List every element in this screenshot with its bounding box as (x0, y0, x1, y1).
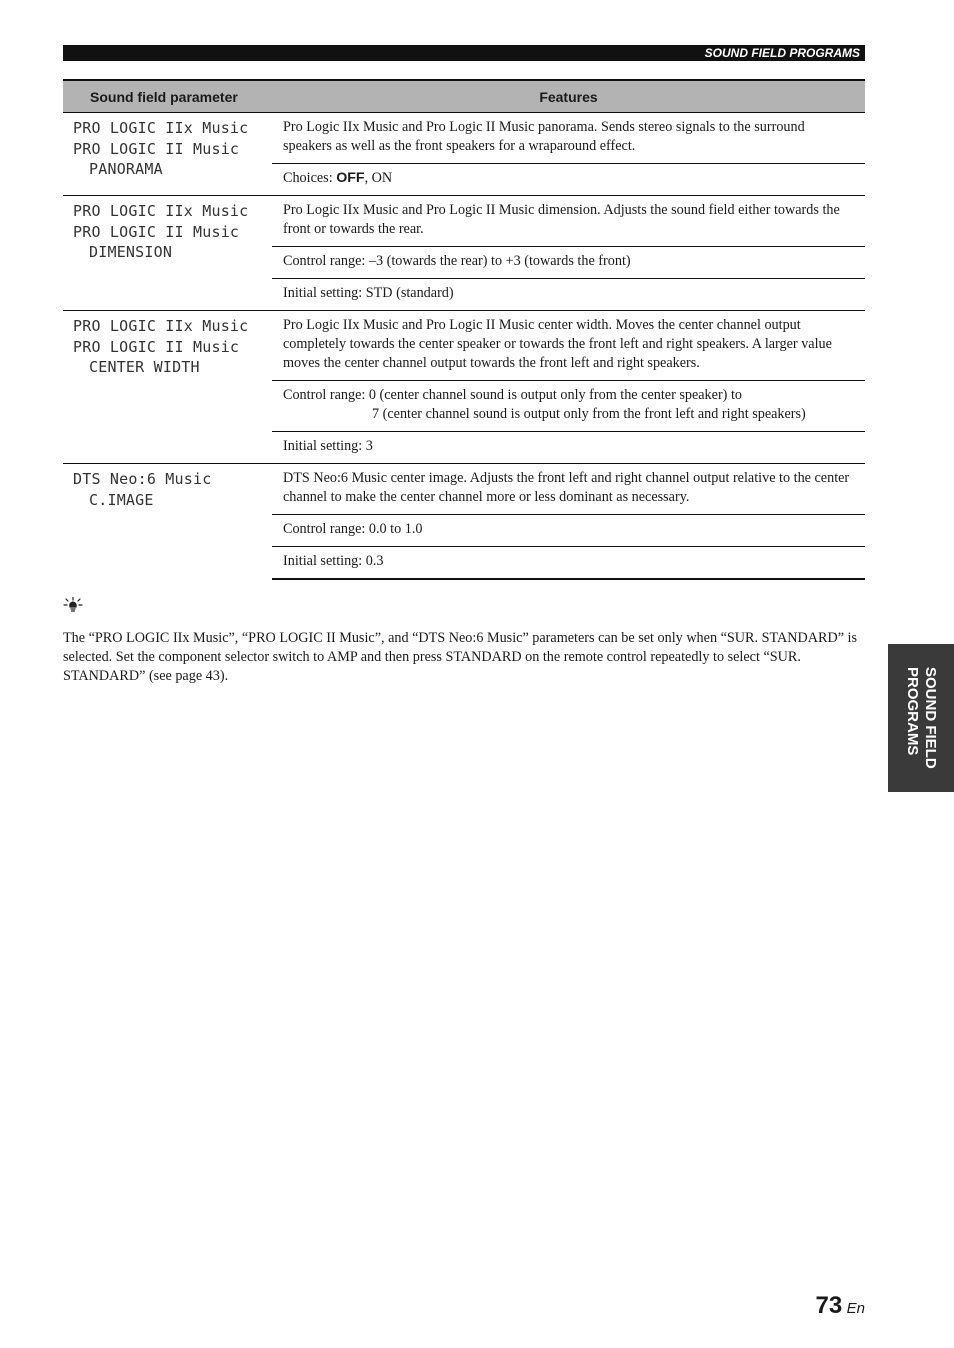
note-text: The “PRO LOGIC IIx Music”, “PRO LOGIC II Music”, and “DTS Neo:6 Music” parameters can be set only when “SUR. STANDARD” is selected. Set the component selector switch to AMP and then press STANDARD on the remote control repeatedly to select “SUR. STANDARD” (see page 43). (63, 630, 858, 685)
feature-control-range: Control range: –3 (towards the rear) to +3 (towards the front) (272, 247, 865, 279)
feature-description: Pro Logic IIx Music and Pro Logic II Music center width. Moves the center channel output completely towards the center speaker or towards the front left and right speakers. A larger value moves the center channel output towards the front left and right speakers. (272, 311, 865, 381)
parameter-name-panorama (63, 113, 272, 196)
parameter-line: DIMENSION (89, 243, 173, 261)
parameter-line: PRO LOGIC IIx Music (73, 317, 249, 335)
feature-description: Pro Logic IIx Music and Pro Logic II Music dimension. Adjusts the sound field either towards the front or towards the rear. (272, 196, 865, 247)
feature-initial-setting: Initial setting: 0.3 (272, 547, 865, 580)
table-header-row (63, 80, 865, 113)
choices-label: Choices: (283, 170, 337, 186)
parameter-line: PRO LOGIC II Music (73, 222, 240, 241)
page-number (815, 1292, 865, 1320)
parameter-line: PRO LOGIC II Music (73, 337, 240, 356)
parameter-name-dimension (63, 196, 272, 311)
feature-control-range (272, 381, 865, 432)
feature-description: DTS Neo:6 Music center image. Adjusts the front left and right channel output relative to the center channel to make the center channel more or less dominant as necessary. (272, 464, 865, 515)
column-header-parameter: Sound field parameter (63, 80, 272, 113)
parameter-line: DTS Neo:6 Music (73, 470, 212, 488)
side-tab-label: SOUND FIELD PROGRAMS (904, 667, 939, 769)
parameter-line: PRO LOGIC IIx Music (73, 202, 249, 220)
control-range-line: Control range: 0 (center channel sound is output only from the center speaker) to (283, 387, 742, 403)
feature-initial-setting: Initial setting: 3 (272, 432, 865, 464)
table-row (63, 196, 865, 247)
page-language: En (846, 1300, 865, 1317)
page-number-value: 73 (815, 1292, 843, 1319)
parameter-line: CENTER WIDTH (89, 358, 200, 376)
parameter-line: PRO LOGIC IIx Music (73, 119, 249, 137)
parameter-line: C.IMAGE (89, 490, 154, 509)
table-row (63, 311, 865, 381)
choices-default-value: OFF (336, 170, 365, 186)
parameter-name-c-image (63, 464, 272, 580)
parameter-line: PRO LOGIC II Music (73, 139, 240, 158)
feature-control-range: Control range: 0.0 to 1.0 (272, 515, 865, 547)
table-row (63, 113, 865, 164)
feature-description: Pro Logic IIx Music and Pro Logic II Music panorama. Sends stereo signals to the surround speakers as well as the front speakers for a wraparound effect. (283, 119, 805, 154)
choices-other-values: , ON (364, 170, 393, 186)
parameter-name-center-width (63, 311, 272, 464)
table-row (63, 464, 865, 515)
sound-field-parameter-table (63, 79, 865, 580)
side-tab-label-wrapper (888, 644, 954, 792)
control-range-line: 7 (center channel sound is output only from the front left and right speakers) (372, 406, 806, 422)
column-header-features: Features (272, 80, 865, 113)
section-header-bar (63, 45, 865, 61)
feature-choices (272, 164, 865, 196)
parameter-line: PANORAMA (89, 160, 163, 178)
tip-lightbulb-icon (63, 597, 85, 613)
feature-initial-setting: Initial setting: STD (standard) (272, 279, 865, 311)
section-header-title: SOUND FIELD PROGRAMS (704, 46, 860, 60)
